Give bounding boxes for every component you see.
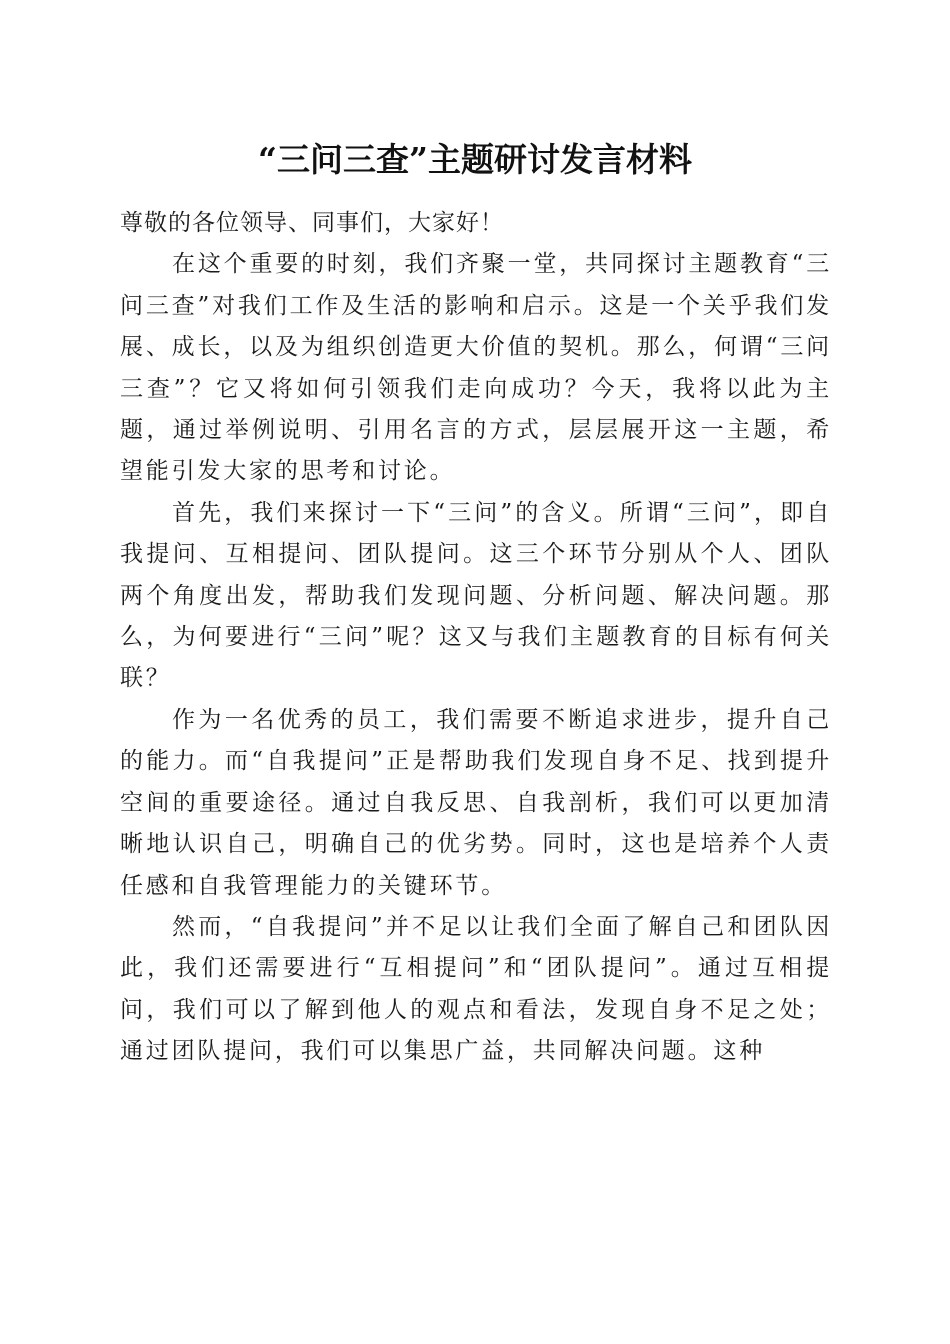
paragraph-2: 首先，我们来探讨一下“三问”的含义。所谓“三问”，即自我提问、互相提问、团队提问。这三个环节分别从个人、团队两个角度出发，帮助我们发现问题、分析问题、解决问题。那么，为何要进行“三问”呢？这又与我们主题教育的目标有何关联？ (120, 499, 832, 692)
paragraph-4: 然而，“自我提问”并不足以让我们全面了解自己和团队因此，我们还需要进行“互相提问”和“团队提问”。通过互相提问，我们可以了解到他人的观点和看法，发现自身不足之处；通过团队提问，我们可以集思广益，共同解决问题。这种 (120, 913, 832, 1065)
document-body (120, 203, 832, 1073)
greeting-line: 尊敬的各位领导、同事们，大家好！ (120, 210, 504, 236)
paragraph-3: 作为一名优秀的员工，我们需要不断追求进步，提升自己的能力。而“自我提问”正是帮助我们发现自身不足、找到提升空间的重要途径。通过自我反思、自我剖析，我们可以更加清晰地认识自己，明确自己的优劣势。同时，这也是培养个人责任感和自我管理能力的关键环节。 (120, 706, 832, 899)
paragraph-1: 在这个重要的时刻，我们齐聚一堂，共同探讨主题教育“三问三查”对我们工作及生活的影响和启示。这是一个关乎我们发展、成长，以及为组织创造更大价值的契机。那么，何谓“三问三查”？它又将如何引领我们走向成功？今天，我将以此为主题，通过举例说明、引用名言的方式，层层展开这一主题，希望能引发大家的思考和讨论。 (120, 251, 832, 485)
document-title: “三问三查”主题研讨发言材料 (258, 140, 692, 179)
